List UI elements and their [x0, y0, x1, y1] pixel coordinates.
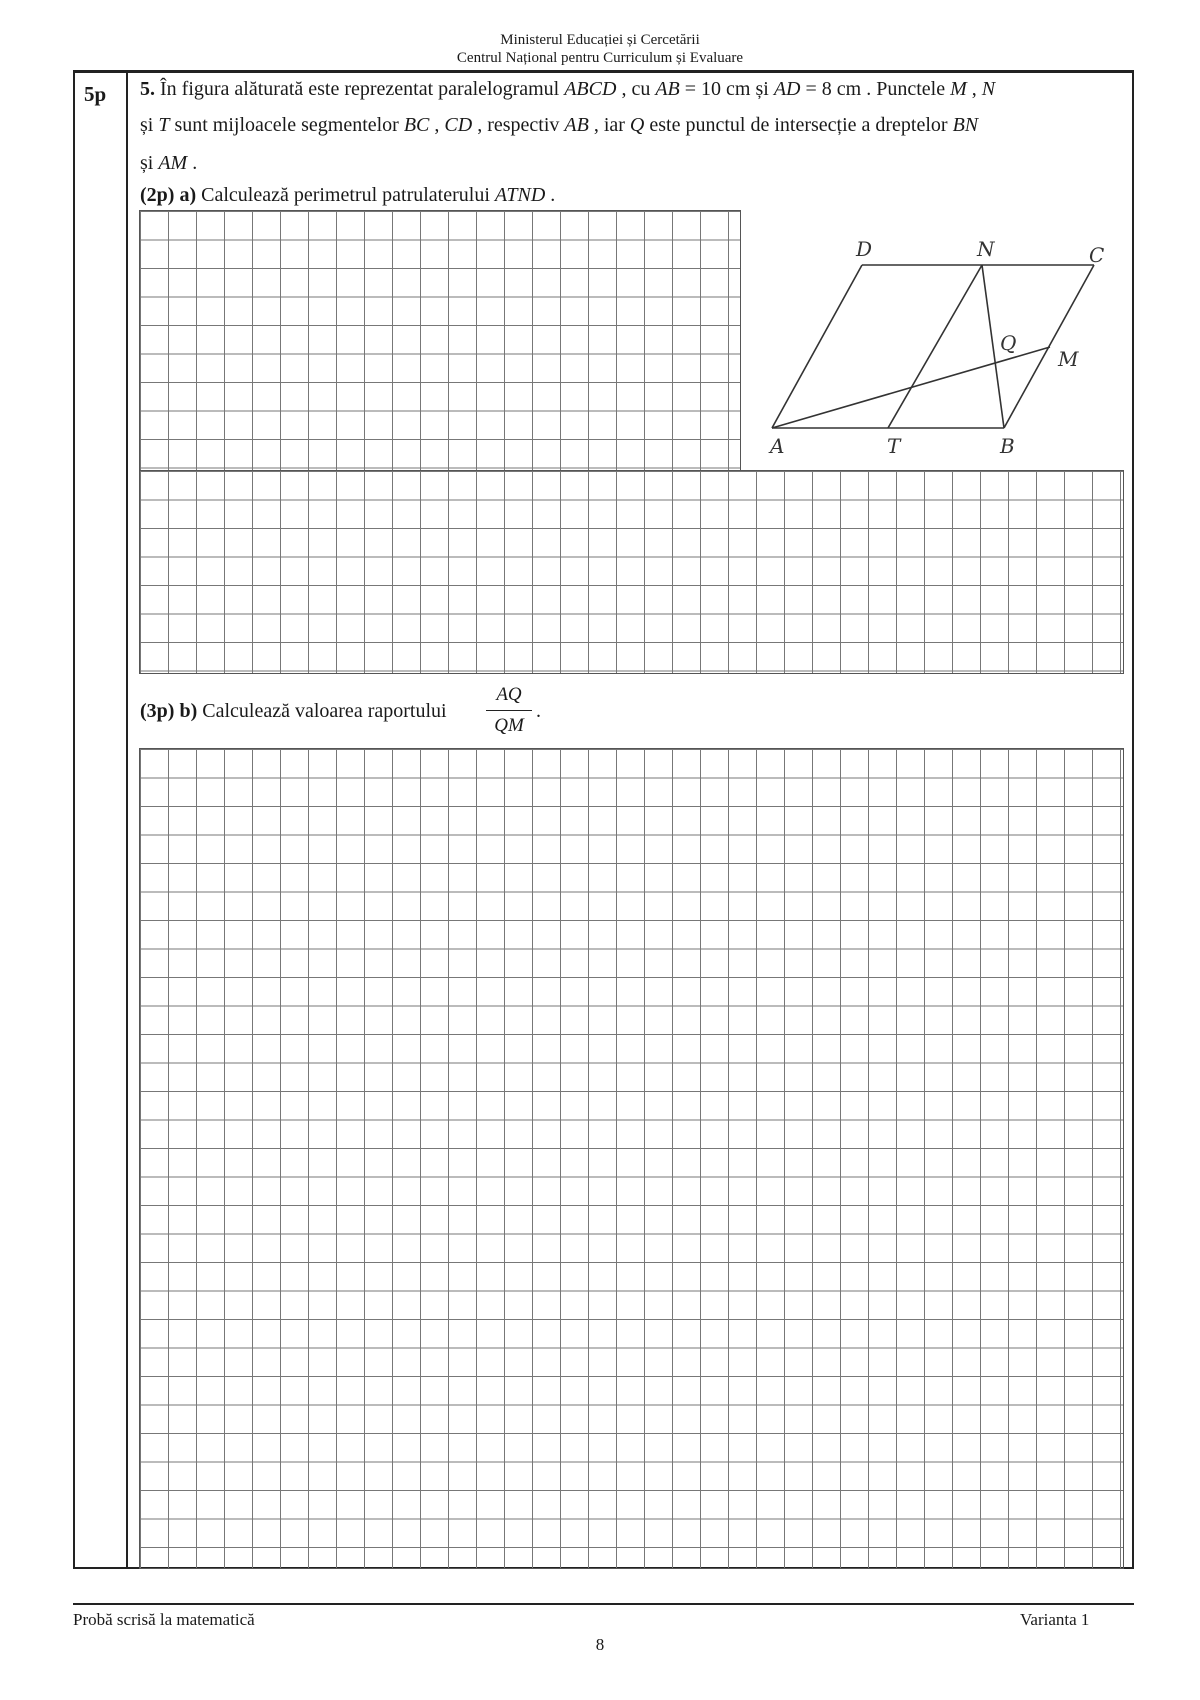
- math-bn: BN: [952, 114, 979, 136]
- text: și: [140, 152, 159, 174]
- label-c: C: [1089, 243, 1105, 267]
- math-am: AM: [158, 152, 188, 174]
- text: și: [140, 114, 159, 136]
- part-b-letter: b): [179, 700, 198, 722]
- footer-rule: [73, 1603, 1134, 1605]
- math-bc: BC: [403, 114, 430, 136]
- segment-tn: [888, 265, 982, 428]
- answer-grid-a-lower[interactable]: [139, 470, 1124, 674]
- text: sunt mijloacele segmentelor: [169, 114, 404, 136]
- text: În figura alăturată este reprezentat paralelogramul: [155, 78, 565, 100]
- header-ministry: Ministerul Educației și Cercetării: [500, 32, 700, 48]
- math-ad: AD: [773, 78, 801, 100]
- header-center: Centrul Național pentru Curriculum și Evaluare: [456, 50, 744, 66]
- fraction-denominator: QM: [494, 715, 524, 736]
- label-d: D: [856, 237, 873, 261]
- text: este punctul de intersecție a dreptelor: [644, 114, 953, 136]
- answer-grid-b[interactable]: [139, 748, 1124, 1569]
- text: Calculează valoarea raportului: [197, 700, 447, 722]
- math-atnd: ATND: [494, 184, 546, 206]
- label-q: Q: [1000, 331, 1017, 355]
- label-a: A: [770, 434, 785, 458]
- fraction-bar: [486, 710, 532, 711]
- part-b-end: .: [536, 700, 541, 722]
- text: = 10 cm și: [679, 78, 774, 100]
- label-n: N: [977, 237, 995, 261]
- side-da: [772, 265, 862, 428]
- parallelogram-figure: [745, 225, 1125, 465]
- points-label: 5p: [84, 82, 107, 106]
- math-m: M: [950, 78, 967, 100]
- footer-subject: Probă scrisă la matematică: [73, 1610, 255, 1629]
- text: ,: [429, 114, 445, 136]
- part-b-prompt: [140, 700, 447, 722]
- text: , respectiv: [472, 114, 565, 136]
- text: , iar: [588, 114, 630, 136]
- problem-line-2: [140, 114, 978, 136]
- math-t: T: [158, 114, 170, 136]
- label-m: M: [1058, 347, 1079, 371]
- problem-line-1: [140, 78, 995, 100]
- text: Calculează perimetrul patrulaterului: [196, 184, 495, 206]
- math-n: N: [981, 78, 996, 100]
- text: , cu: [616, 78, 656, 100]
- math-abcd: ABCD: [564, 78, 617, 100]
- answer-grid-a-upper[interactable]: [139, 210, 741, 472]
- problem-number: 5.: [140, 78, 155, 100]
- math-ab: AB: [564, 114, 589, 136]
- points-column-divider: [126, 71, 128, 1569]
- part-a-prompt: [140, 184, 555, 206]
- text: .: [187, 152, 198, 174]
- math-q: Q: [629, 114, 645, 136]
- label-b: B: [1000, 434, 1015, 458]
- part-b-score: (3p): [140, 700, 175, 722]
- math-ab: AB: [655, 78, 680, 100]
- text: .: [545, 184, 556, 206]
- page-number: 8: [595, 1635, 605, 1654]
- fraction-numerator: AQ: [496, 684, 522, 705]
- part-a-letter: a): [179, 184, 197, 206]
- footer-variant: Varianta 1: [1020, 1610, 1090, 1629]
- text: ,: [966, 78, 982, 100]
- problem-line-3: [140, 152, 197, 174]
- math-cd: CD: [444, 114, 473, 136]
- label-t: T: [887, 434, 901, 458]
- part-a-score: (2p): [140, 184, 175, 206]
- text: = 8 cm . Punctele: [800, 78, 951, 100]
